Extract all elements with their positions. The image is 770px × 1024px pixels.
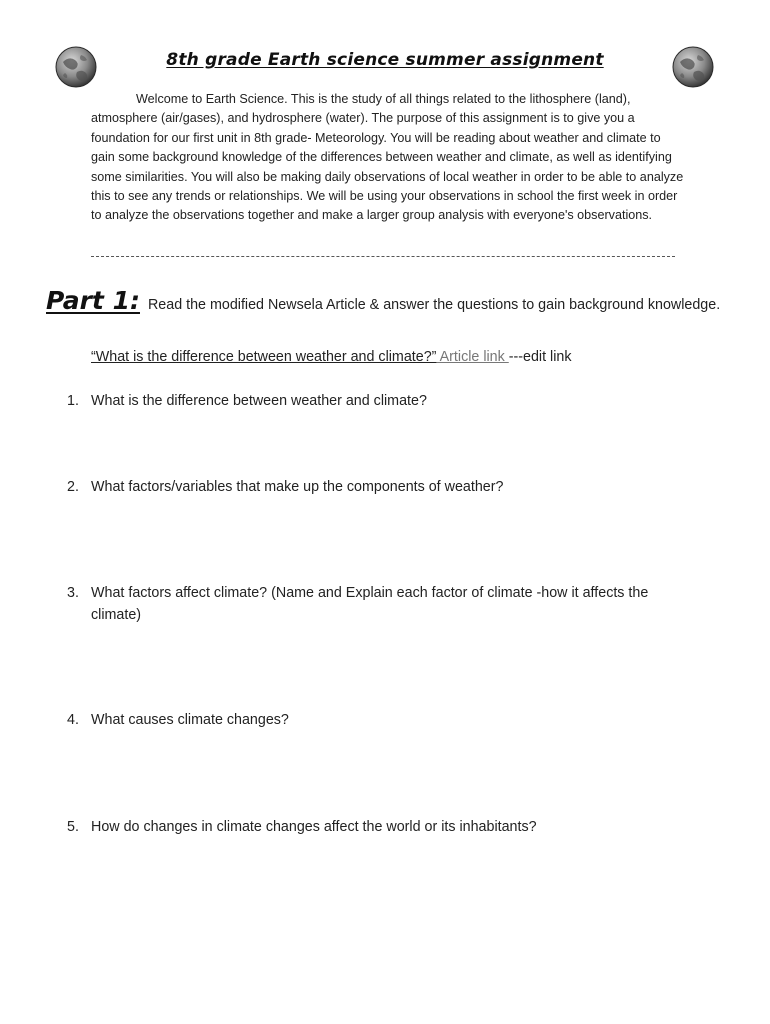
question-item xyxy=(67,391,667,413)
question-item xyxy=(67,583,667,626)
question-item xyxy=(67,817,667,839)
part1-intro xyxy=(46,287,726,319)
intro-text: Welcome to Earth Science. This is the study of all things related to the lithosphere (land), atmosphere (air/gases), and hydrosphere (water). The purpose of this assignment is to give you a foundation for our first unit in 8th grade- Meteorology. You will be reading about weather and climate to gain some background knowledge of the differences between weather and climate, as well as identifying some similarities. You will also be making daily observations of local weather in order to be able to analyze this to see any trends or relationships. We will be using your observations in school the first week in order to analyze the observations together and make a larger group analysis with everyone's observations. xyxy=(91,92,684,223)
question-item xyxy=(67,710,667,732)
edit-link-note: ---edit link xyxy=(508,349,572,365)
globe-icon xyxy=(55,46,97,88)
question-number: 3. xyxy=(67,585,79,601)
intro-paragraph xyxy=(91,90,687,226)
globe-icon xyxy=(672,46,714,88)
question-text: How do changes in climate changes affect the world or its inhabitants? xyxy=(91,819,537,835)
dashed-divider xyxy=(91,256,675,257)
question-text: What is the difference between weather and climate? xyxy=(91,393,427,409)
article-title: “What is the difference between weather and climate?” xyxy=(91,349,437,365)
question-text: What factors/variables that make up the components of weather? xyxy=(91,479,504,495)
page-title: 8th grade Earth science summer assignment xyxy=(166,50,604,70)
part1-instruction: Read the modified Newsela Article & answer the questions to gain background knowledge. xyxy=(147,297,721,313)
question-number: 4. xyxy=(67,712,79,728)
article-reference xyxy=(91,349,572,365)
question-number: 1. xyxy=(67,393,79,409)
question-number: 2. xyxy=(67,479,79,495)
question-item xyxy=(67,477,667,499)
article-link[interactable]: Article link xyxy=(436,349,509,365)
part1-heading: Part 1: xyxy=(46,286,140,315)
question-text: What factors affect climate? (Name and Explain each factor of climate -how it affects the climate) xyxy=(91,585,649,623)
question-number: 5. xyxy=(67,819,79,835)
question-text: What causes climate changes? xyxy=(91,712,289,728)
